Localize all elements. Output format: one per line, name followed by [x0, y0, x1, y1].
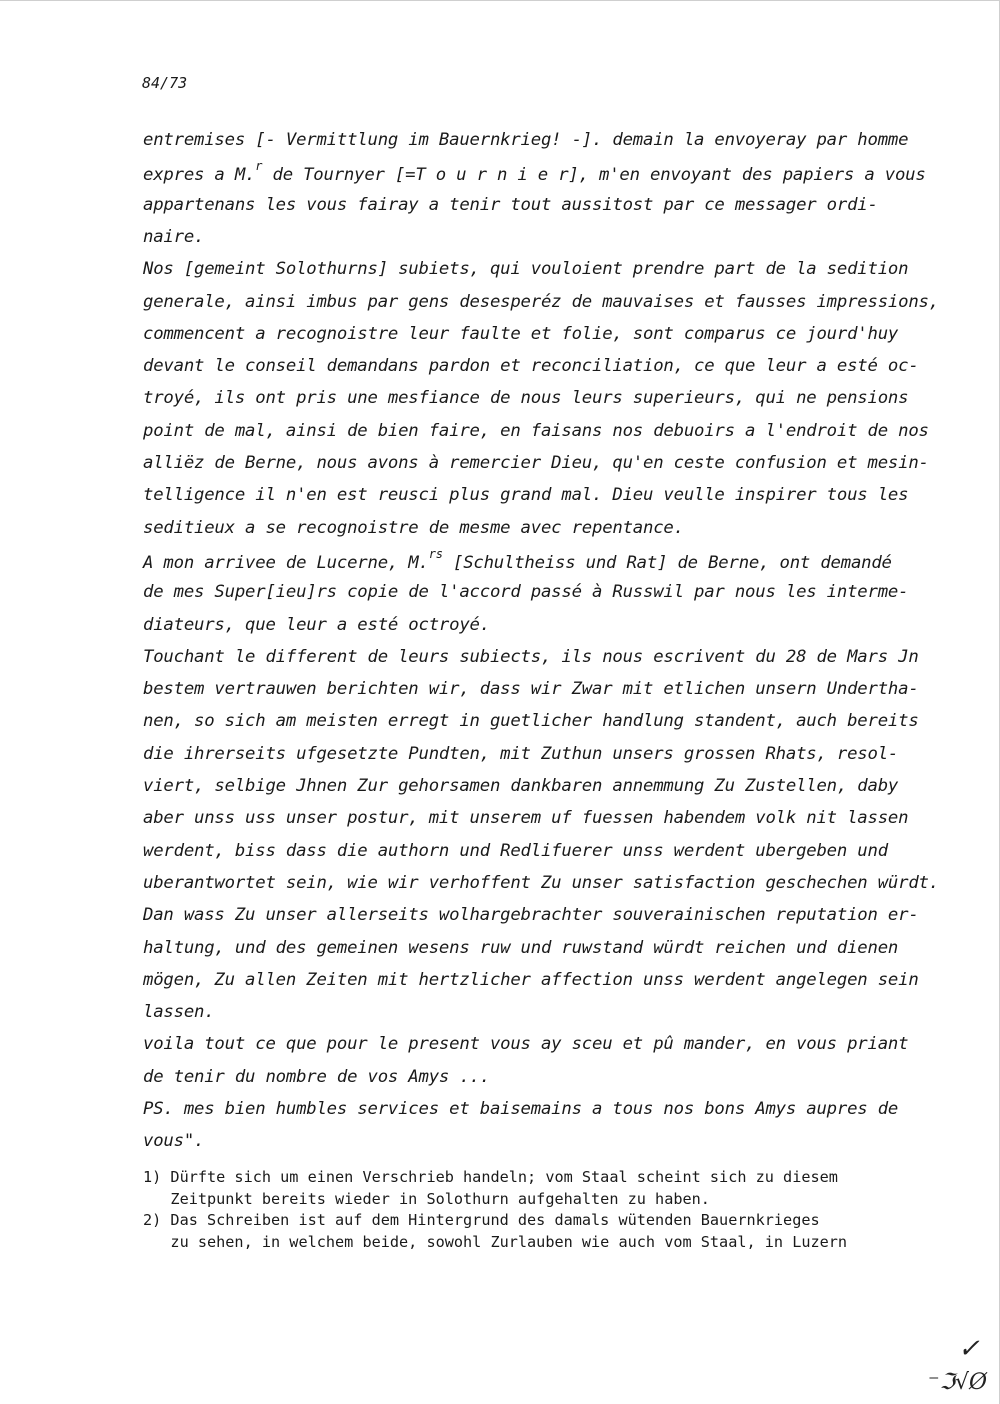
page-number: 84/73	[142, 74, 188, 92]
page-top-edge	[0, 0, 1000, 1]
text-line: Touchant le different de leurs subiects, ils nous escrivent du 28 de Mars Jn	[143, 646, 919, 667]
text-line: appartenans les vous fairay a tenir tout aussitost par ce messager ordi-	[143, 194, 878, 215]
text-line: alliëz de Berne, nous avons à remercier Dieu, qu'en ceste confusion et mesin-	[143, 453, 929, 473]
text-line: bestem vertrauwen berichten wir, dass wir Zwar mit etlichen unsern Undertha-	[143, 679, 919, 700]
text-line: mögen, Zu allen Zeiten mit hertzlicher affection unss werdent angelegen sein	[143, 969, 919, 990]
footnote-line: Zeitpunkt bereits wieder in Solothurn aufgehalten zu haben.	[143, 1190, 710, 1208]
text-line: telligence il n'en est reusci plus grand mal. Dieu veulle inspirer tous les	[143, 485, 909, 506]
text-line: generale, ainsi imbus par gens desesperéz de mauvaises et fausses impressions,	[143, 291, 939, 312]
text-line: vous".	[143, 1131, 205, 1152]
footnote-line: zu sehen, in welchem beide, sowohl Zurlauben wie auch vom Staal, in Luzern	[143, 1233, 848, 1251]
text-line: werdent, biss dass die authorn und Redlifuerer unss werdent ubergeben und	[143, 840, 888, 861]
text-line: uberantwortet sein, wie wir verhoffent Zu unser satisfaction geschechen würdt.	[143, 872, 939, 893]
text-line: naire.	[143, 226, 205, 247]
text-line: entremises [- Vermittlung im Bauernkrieg! -]. demain la envoyeray par homme	[143, 130, 909, 150]
text-line: haltung, und des gemeinen wesens ruw und ruwstand würdt reichen und dienen	[143, 937, 899, 958]
text-line: de mes Super[ieu]rs copie de l'accord passé à Russwil par nous les interme-	[143, 582, 909, 603]
text-line: viert, selbige Jhnen Zur gehorsamen dankbaren annemmung Zu Zustellen, daby	[143, 776, 899, 796]
text-line: A mon arrivee de Lucerne, M.$^{rs}$ [Schultheiss und Rat] de Berne, ont demandé	[143, 546, 892, 573]
text-line: voila tout ce que pour le present vous ay sceu et pû mander, en vous priant	[143, 1034, 909, 1055]
text-line: point de mal, ainsi de bien faire, en faisans nos debuoirs a l'endroit de nos	[143, 420, 929, 441]
footnote-line: 1) Dürfte sich um einen Verschrieb handeln; vom Staal scheint sich zu diesem	[143, 1168, 838, 1186]
text-line: die ihrerseits ufgesetzte Pundten, mit Zuthun unsers grossen Rhats, resol-	[143, 743, 899, 764]
text-line: troyé, ils ont pris une mesfiance de nous leurs superieurs, qui ne pensions	[143, 388, 909, 409]
text-line: de tenir du nombre de vos Amys ...	[143, 1066, 490, 1087]
handwritten-archive-note: ⁻ℑ√Ø	[928, 1370, 988, 1395]
text-line: seditieux a se recognoistre de mesme avec repentance.	[143, 517, 684, 538]
text-line: Nos [gemeint Solothurns] subiets, qui vouloient prendre part de la sedition	[143, 259, 909, 280]
text-line: aber unss uss unser postur, mit unserem uf fuessen habendem volk nit lassen	[143, 808, 909, 829]
text-line: nen, so sich am meisten erregt in guetlicher handlung standent, auch bereits	[143, 711, 919, 732]
text-line: diateurs, que leur a esté octroyé.	[143, 614, 490, 635]
text-line: lassen.	[143, 1002, 215, 1023]
text-line: PS. mes bien humbles services et baisemains a tous nos bons Amys aupres de	[143, 1099, 899, 1119]
text-line: expres a M.$^r$ de Tournyer [=T o u r n i e r], m'en envoyant des papiers a vous	[143, 159, 926, 186]
text-line: devant le conseil demandans pardon et reconciliation, ce que leur a esté oc-	[143, 356, 919, 377]
text-line: commencent a recognoistre leur faulte et folie, sont comparus ce jourd'huy	[143, 323, 899, 344]
footnote-line: 2) Das Schreiben ist auf dem Hintergrund des damals wütenden Bauernkrieges	[143, 1211, 820, 1229]
handwritten-check-mark: ✓	[958, 1334, 980, 1364]
text-line: Dan wass Zu unser allerseits wolhargebrachter souverainischen reputation er-	[143, 905, 919, 926]
